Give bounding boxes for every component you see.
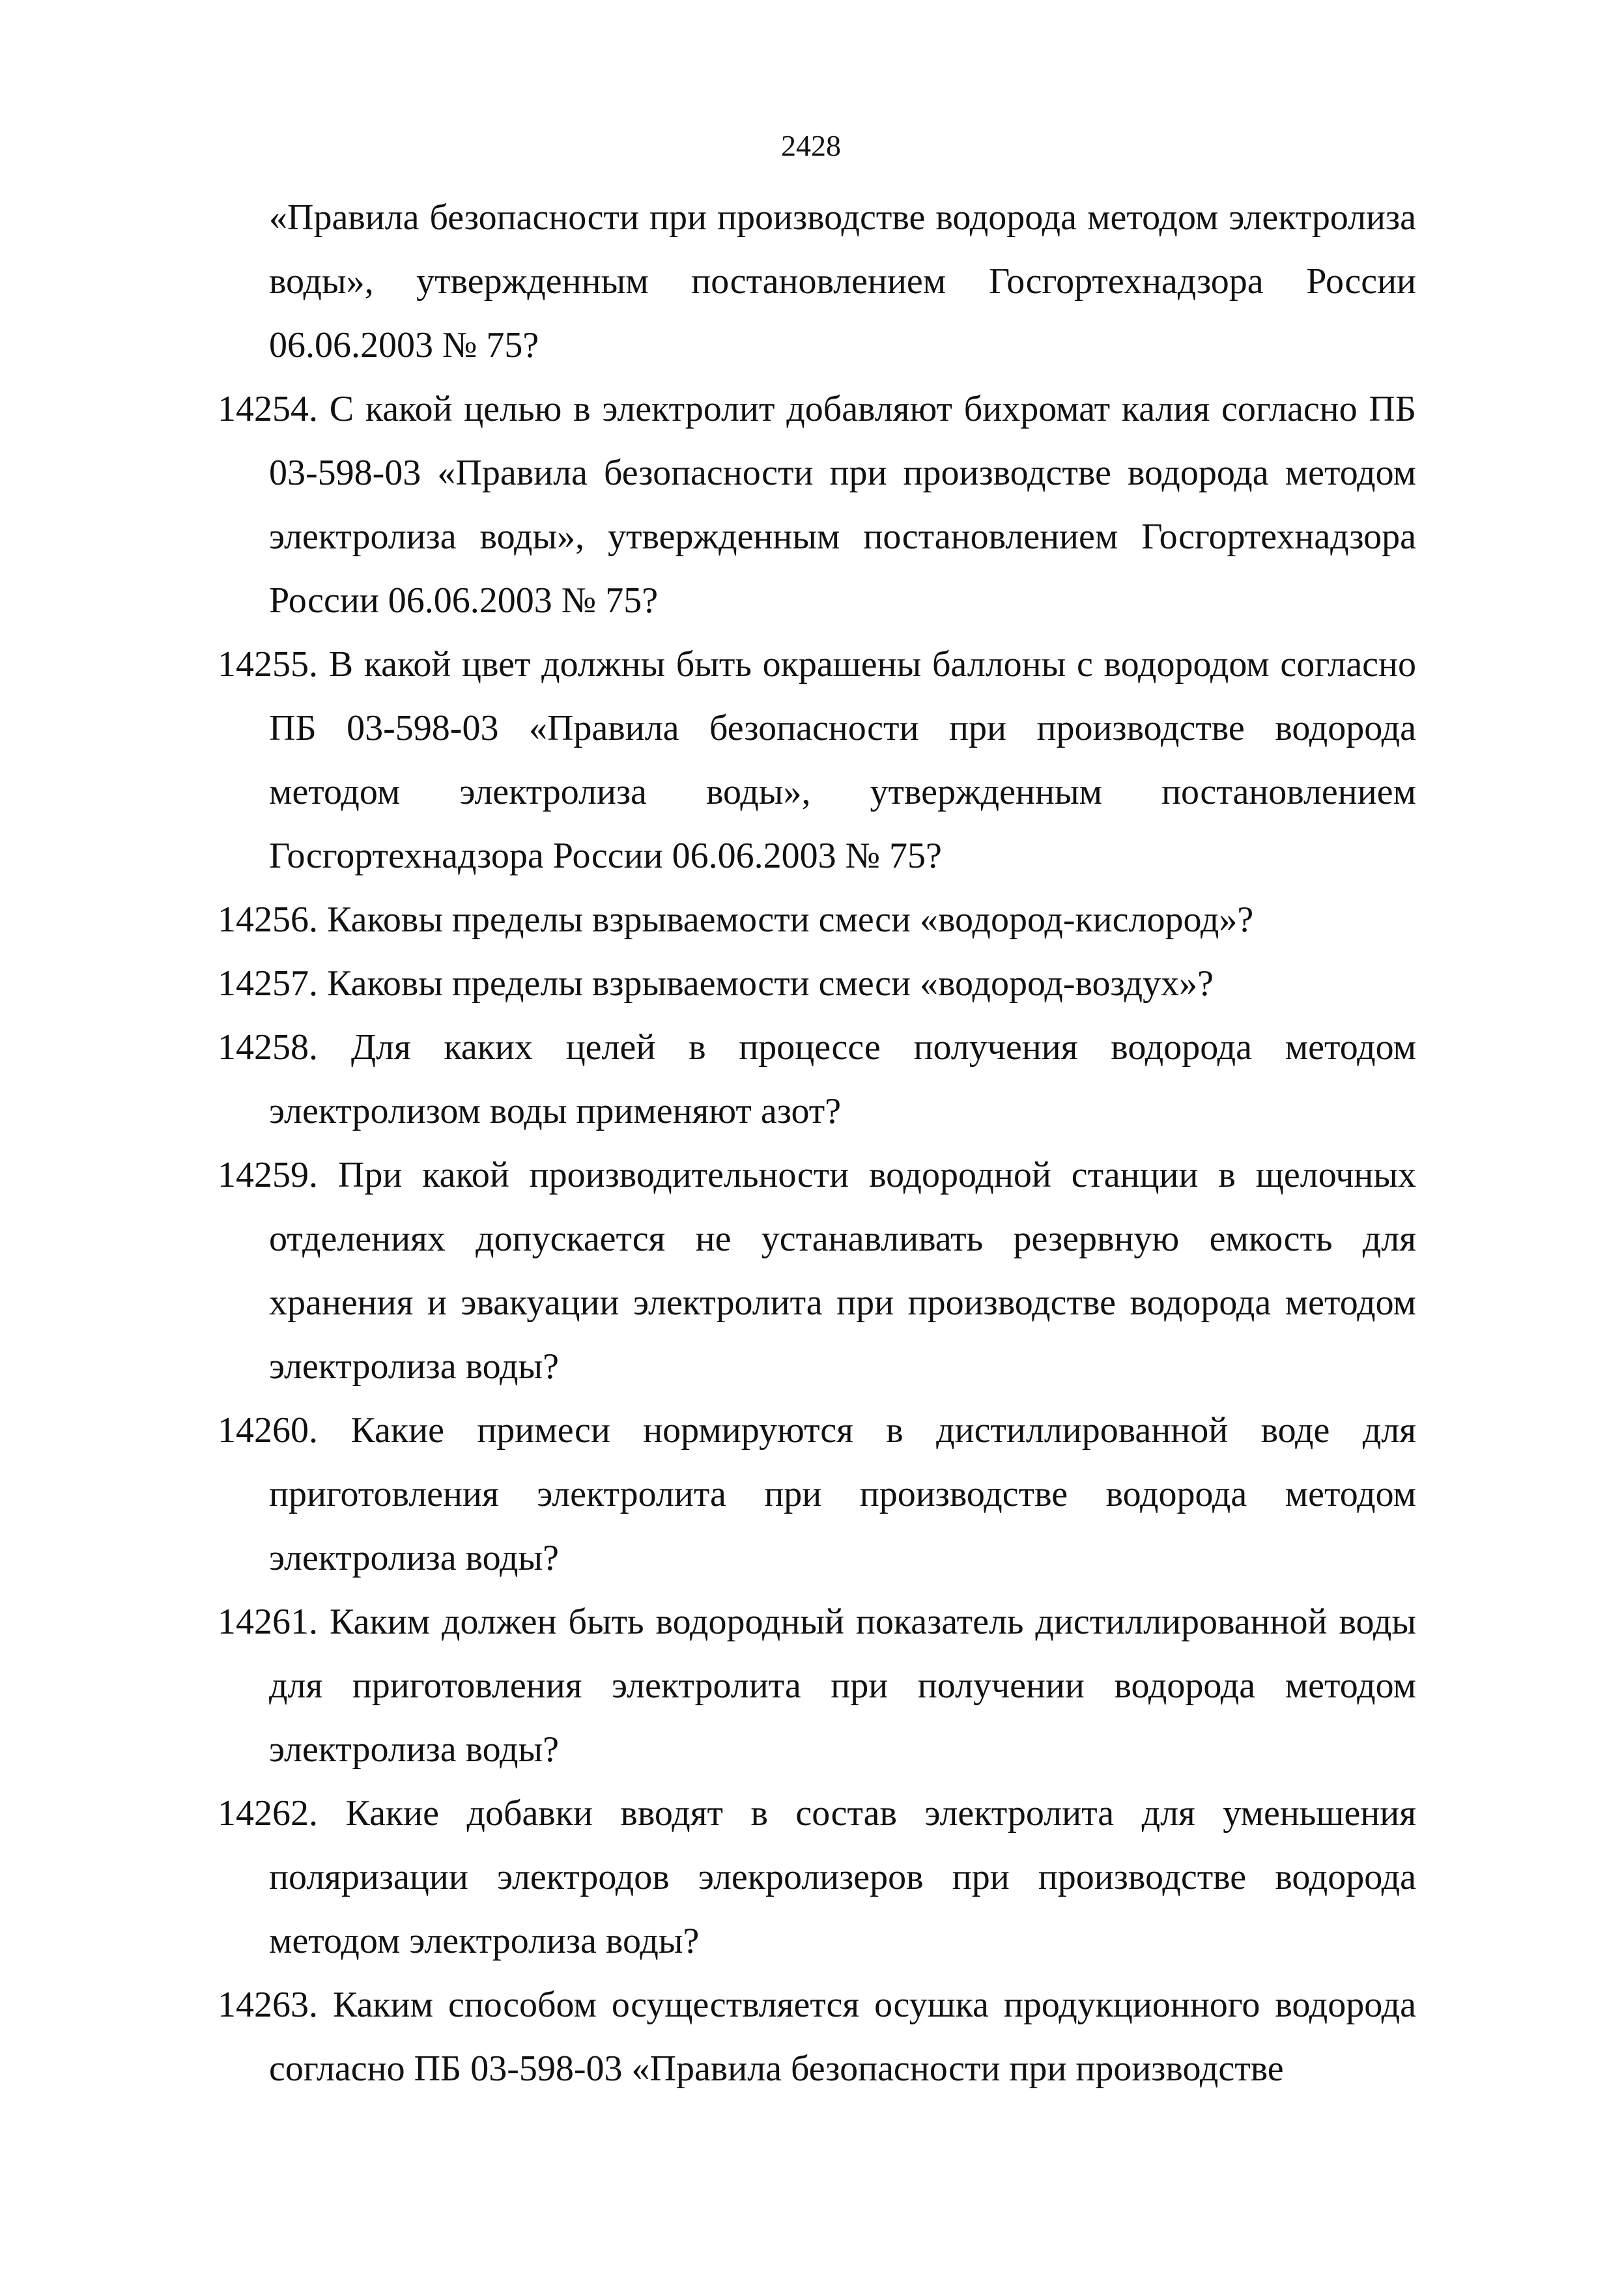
question-number: 14255. [218,644,318,685]
question-item [218,1143,1416,1398]
question-text: Для каких целей в процессе получения водорода методом электролизом воды применяют азот? [269,1027,1417,1131]
question-text: При какой производительности водородной станции в щелочных отделениях допускается не устанавливать резервную емкость для хранения и эвакуации электролита при производстве водорода методом электролиза воды? [269,1155,1417,1387]
question-number: 14258. [218,1027,318,1068]
question-item [218,1781,1416,1973]
question-item [218,377,1416,632]
question-number: 14254. [218,389,318,429]
question-text: Каким должен быть водородный показатель дистиллированной воды для приготовления электролита при получении водорода методом электролиза воды? [269,1602,1417,1770]
question-text: Каковы пределы взрываемости смеси «водород-воздух»? [327,963,1214,1004]
question-item [218,1015,1416,1143]
question-list [218,186,1416,2101]
continuation-paragraph: «Правила безопасности при производстве водорода методом электролиза воды», утвержденным постановлением Госгортехнадзора России 06.06.2003 № 75? [269,197,1416,365]
page-number: 2428 [781,129,841,162]
question-item [218,888,1416,952]
question-number: 14260. [218,1410,318,1451]
question-text: Каким способом осуществляется осушка продукционного водорода согласно ПБ 03-598-03 «Правила безопасности при производстве [269,1985,1416,2089]
question-text: Каковы пределы взрываемости смеси «водород-кислород»? [327,900,1254,940]
question-number: 14256. [218,900,318,940]
question-number: 14257. [218,963,318,1004]
question-item [218,1398,1416,1590]
question-number: 14259. [218,1155,318,1195]
question-text: С какой целью в электролит добавляют бихромат калия согласно ПБ 03-598-03 «Правила безопасности при производстве водорода методом электролиза воды», утвержденным постановлением Госгортехнадзора России 06.06.2003 № 75? [269,389,1417,621]
question-number: 14262. [218,1793,318,1834]
question-item [218,1590,1416,1781]
question-item [218,1973,1416,2101]
question-text: Какие примеси нормируются в дистиллированной воде для приготовления электролита при производстве водорода методом электролиза воды? [269,1410,1417,1578]
question-number: 14263. [218,1985,318,2025]
question-text: Какие добавки вводят в состав электролита для уменьшения поляризации электродов элекролизеров при производстве водорода методом электролиза воды? [269,1793,1416,1961]
question-number: 14261. [218,1602,318,1642]
question-text: В какой цвет должны быть окрашены баллоны с водородом согласно ПБ 03-598-03 «Правила безопасности при производстве водорода методом электролиза воды», утвержденным постановлением Госгортехнадзора России 06.06.2003 № 75? [269,644,1417,876]
question-item [218,952,1416,1015]
question-item [218,632,1416,888]
